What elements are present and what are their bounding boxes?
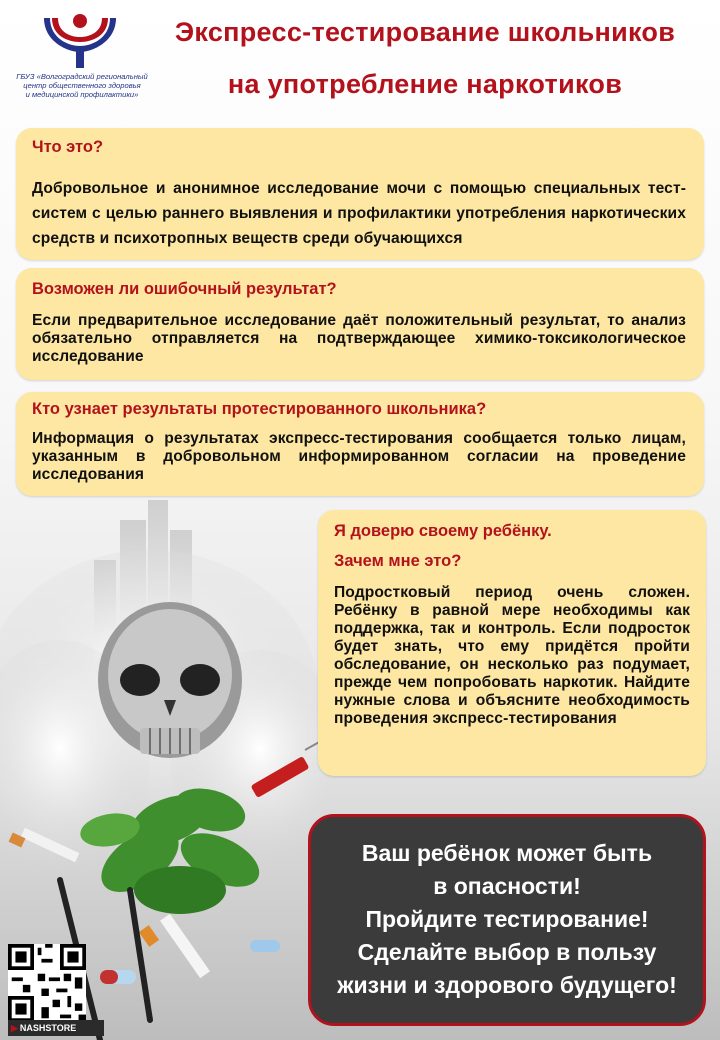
cta-line: Пройдите тестирование! xyxy=(365,906,649,932)
cta-line: Ваш ребёнок может быть xyxy=(361,840,653,866)
card-text: Если предварительное исследование даёт положительный результат, то анализ обязательно отправляется на подтверждающее химико-токсикологическое исследование xyxy=(32,312,686,365)
cta-line: жизни и здорового будущего! xyxy=(337,972,677,998)
card-question: Зачем мне это? xyxy=(334,552,462,570)
card-text: Добровольное и анонимное исследование мочи с помощью специальных тест-систем с целью раннего выявления и профилактики употребления наркотических средств и психотропных веществ среди обучающихся xyxy=(32,180,686,247)
info-card-what-is-it xyxy=(16,128,704,260)
card-text: Информация о результатах экспресс-тестирования сообщается только лицам, указанным в добровольном информированном согласии на проведение исследования xyxy=(32,430,686,483)
cta-line: в опасности! xyxy=(433,873,581,899)
info-card-false-result xyxy=(16,268,704,380)
figure-logo-icon xyxy=(38,12,122,68)
title-line: на употребление наркотиков xyxy=(227,69,623,99)
card-heading: Кто узнает результаты протестированного школьника? xyxy=(32,400,487,418)
org-caption-line: ГБУЗ «Волгоградский региональный xyxy=(16,72,148,81)
org-caption xyxy=(16,72,148,99)
card-heading: Что это? xyxy=(32,138,104,156)
store-label: NASHSTORE xyxy=(19,1023,77,1033)
card-heading: Возможен ли ошибочный результат? xyxy=(32,280,337,298)
page-title xyxy=(140,12,710,104)
qr-code-icon[interactable] xyxy=(8,944,86,1022)
nashstore-badge[interactable] xyxy=(8,1020,104,1036)
org-logo xyxy=(16,12,148,116)
skull-icon xyxy=(98,602,242,758)
org-caption-line: центр общественного здоровья xyxy=(23,81,141,90)
call-to-action-box xyxy=(308,814,706,1026)
nashstore-logo-icon: ▶ xyxy=(11,1023,18,1033)
info-card-who-knows xyxy=(16,392,704,496)
cta-line: Сделайте выбор в пользу xyxy=(357,939,657,965)
org-caption-line: и медицинской профилактики» xyxy=(25,90,139,99)
info-card-parent xyxy=(318,510,706,776)
title-line: Экспресс-тестирование школьников xyxy=(174,17,676,47)
card-text: Подростковый период очень сложен. Ребёнку в равной мере необходимы как поддержка, так и контроль. Если подросток будет знать, что ему придётся пройти обследование, он несколько раз подумает, прежде чем попробовать наркотик. Найдите нужные слова и объясните необходимость проведения экспресс-тестирования xyxy=(334,584,690,727)
card-heading: Я доверю своему ребёнку. xyxy=(334,522,552,540)
